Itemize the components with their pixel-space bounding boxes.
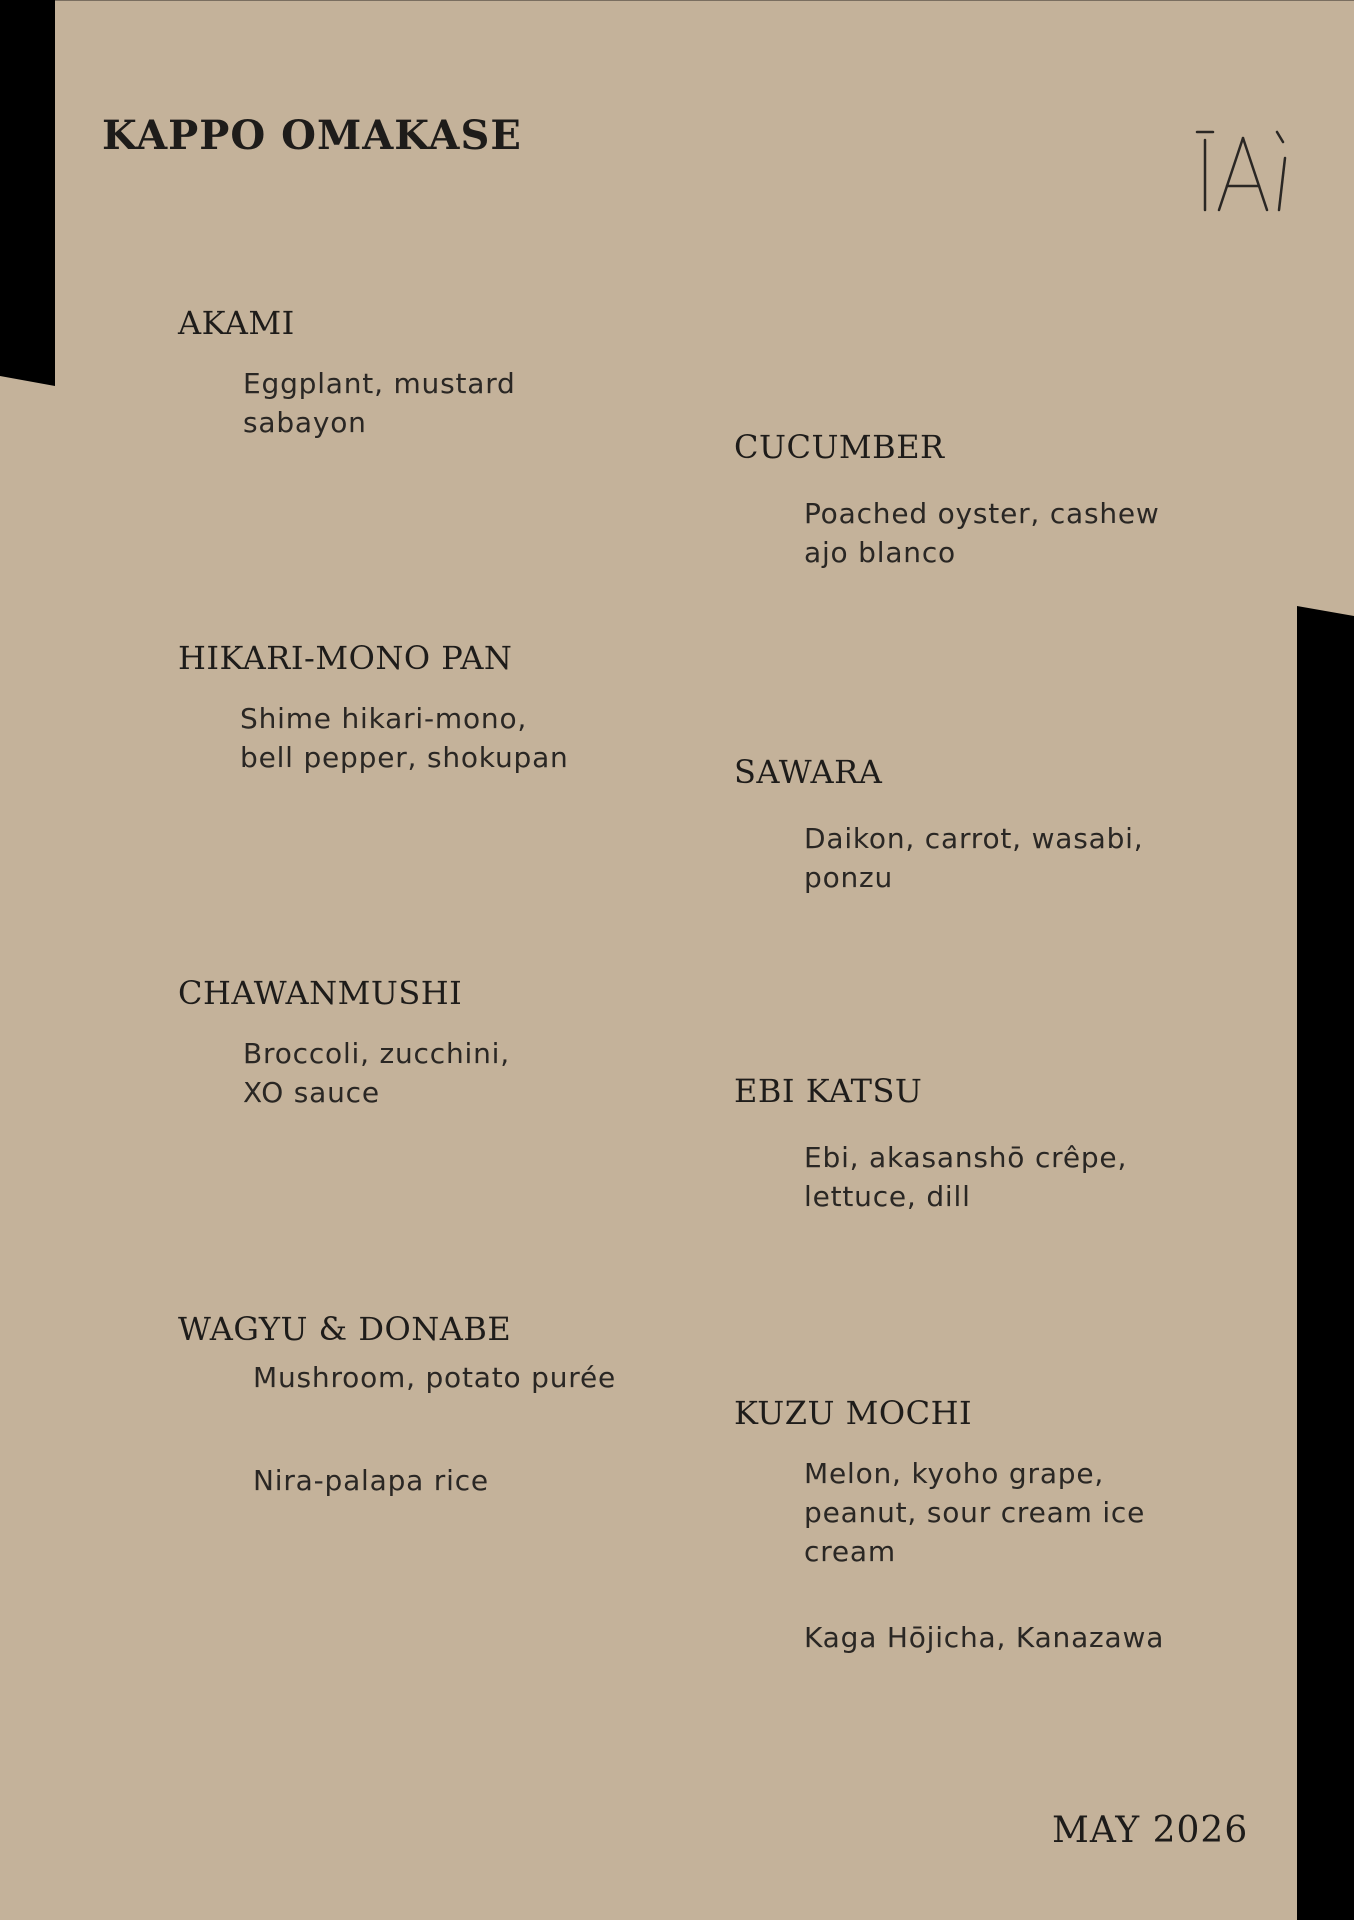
description-line: lettuce, dill [804,1180,971,1213]
course-side-note: Kaga Hōjicha, Kanazawa [804,1621,1165,1654]
course-name: SAWARA [734,753,883,791]
course-name: WAGYU & DONABE [178,1310,512,1348]
description-line: bell pepper, shokupan [240,741,569,774]
course-description [243,1034,763,1112]
description-line: Broccoli, zucchini, [243,1037,510,1070]
course-description [804,819,1324,897]
left-black-band [0,0,55,386]
course-cucumber [734,428,1254,569]
course-hikari-mono-pan [178,639,698,774]
course-name: CUCUMBER [734,428,945,466]
description-line: Poached oyster, cashew [804,497,1160,530]
course-name: KUZU MOCHI [734,1394,973,1432]
course-description [253,1358,773,1397]
restaurant-logo [1193,128,1303,218]
description-line: ponzu [804,861,894,894]
course-wagyu-donabe [178,1310,698,1394]
course-description [240,699,760,777]
description-line: Ebi, akasanshō crêpe, [804,1141,1128,1174]
description-line: Daikon, carrot, wasabi, [804,822,1144,855]
course-description [243,364,763,442]
course-kuzu-mochi [734,1394,1254,1568]
course-name: EBI KATSU [734,1072,923,1110]
course-name: HIKARI-MONO PAN [178,639,513,677]
description-line: Eggplant, mustard [243,367,516,400]
description-line: cream [804,1535,896,1568]
course-name: AKAMI [178,304,295,342]
right-black-band [1297,606,1354,1920]
description-line: sabayon [243,406,367,439]
course-description [804,494,1324,572]
course-sawara [734,753,1254,894]
description-line: XO sauce [243,1076,380,1109]
course-name: CHAWANMUSHI [178,974,463,1012]
course-akami [178,304,698,439]
description-line: peanut, sour cream ice [804,1496,1146,1529]
description-line: Mushroom, potato purée [253,1361,616,1394]
course-ebi-katsu [734,1072,1254,1213]
description-line: Shime hikari-mono, [240,702,528,735]
menu-date: MAY 2026 [1052,1810,1249,1851]
course-chawanmushi [178,974,698,1109]
description-line: ajo blanco [804,536,956,569]
course-side-note: Nira-palapa rice [253,1464,489,1497]
course-description [804,1454,1324,1571]
menu-title: KAPPO OMAKASE [102,112,522,159]
course-description [804,1138,1324,1216]
description-line: Melon, kyoho grape, [804,1457,1105,1490]
